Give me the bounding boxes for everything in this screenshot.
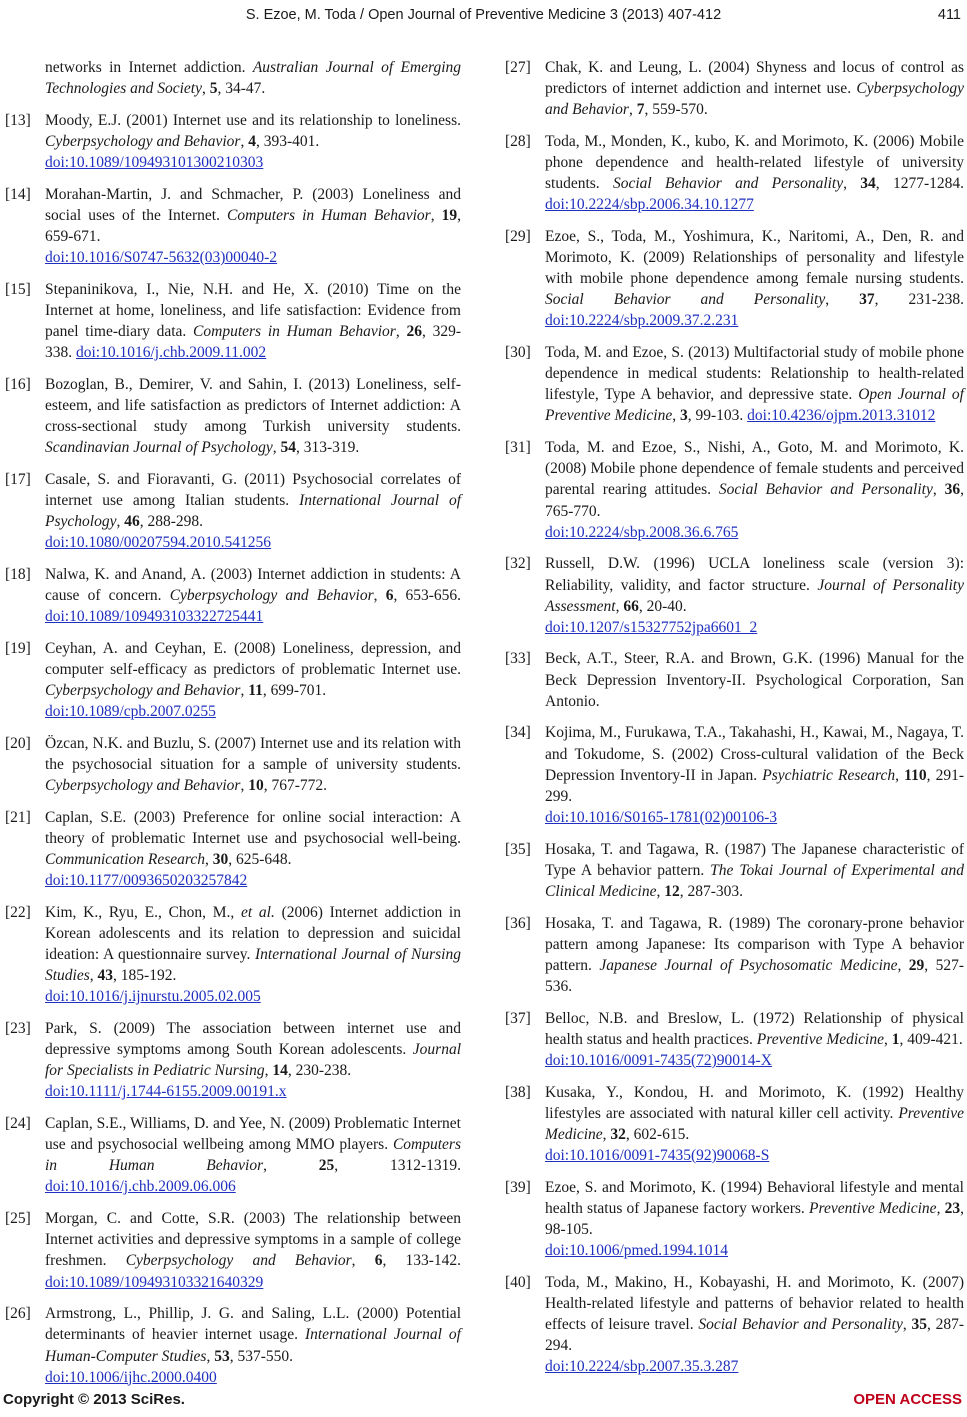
journal-title: Communication Research	[45, 851, 205, 869]
reference-segment: Toda, M., Makino, H., Kobayashi, H. and Morimoto, K. (2007) Health-related lifestyle and patterns of behavior related to health effects of leisure travel.	[545, 1273, 964, 1333]
doi-link[interactable]: doi:10.1111/j.1744-6155.2009.00191.x	[45, 1083, 287, 1101]
reference-text	[45, 807, 461, 891]
reference-entry	[505, 342, 964, 426]
reference-number: [27]	[505, 59, 531, 76]
reference-number: [26]	[5, 1305, 31, 1323]
volume-number: 29	[908, 956, 925, 974]
reference-segment: , 767-772.	[263, 777, 327, 795]
reference-text	[45, 902, 461, 1007]
journal-title: et al.	[241, 903, 275, 921]
journal-title: Preventive Medicine	[756, 1030, 884, 1048]
copyright-notice: Copyright © 2013 SciRes.	[3, 1391, 185, 1408]
journal-title: Open Journal of Preventive Medicine	[545, 386, 964, 425]
reference-segment: ,	[373, 587, 386, 604]
reference-text	[545, 226, 964, 331]
reference-segment: Moody, E.J. (2001) Internet use and its relationship to loneliness.	[45, 111, 461, 129]
reference-segment: Bozoglan, B., Demirer, V. and Sahin, I. (2013) Loneliness, self-esteem, and life satisfaction as predictors of Internet addiction: A cross-sectional study among Turkish university students.	[45, 375, 461, 435]
reference-segment: , 185-192.	[113, 967, 177, 985]
reference-number: [29]	[505, 228, 531, 246]
reference-segment: Kusaka, Y., Kondou, H. and Morimoto, K. (1992) Healthy lifestyles are associated with natural killer cell activity.	[545, 1083, 964, 1122]
volume-number: 66	[623, 597, 639, 615]
reference-number: [22]	[5, 903, 31, 921]
reference-text	[545, 131, 964, 215]
volume-number: 7	[636, 101, 645, 119]
reference-entry	[5, 564, 461, 627]
reference-entry	[505, 131, 964, 215]
reference-segment: , 1312-1319.	[334, 1157, 461, 1175]
volume-number: 23	[944, 1199, 961, 1217]
reference-number: [40]	[505, 1273, 531, 1291]
journal-title: Cyberpsychology and Behavior	[169, 587, 374, 604]
reference-entry	[505, 226, 964, 331]
reference-text	[545, 342, 964, 426]
reference-continuation	[5, 57, 461, 99]
reference-entry	[505, 1008, 964, 1071]
reference-segment: , 602-615.	[625, 1125, 690, 1143]
volume-number: 6	[374, 1252, 383, 1270]
reference-segment: , 287-303.	[679, 882, 744, 900]
reference-text	[45, 57, 461, 99]
reference-text	[45, 564, 461, 627]
volume-number: 32	[610, 1125, 626, 1143]
journal-title: International Journal of Human-Computer Studies	[45, 1326, 461, 1365]
reference-segment: ,	[264, 1062, 273, 1080]
volume-number: 43	[97, 967, 114, 985]
running-title: S. Ezoe, M. Toda / Open Journal of Preventive Medicine 3 (2013) 407-412	[245, 7, 722, 23]
journal-title: Computers in Human Behavior	[227, 206, 431, 224]
reference-segment: ,	[615, 597, 624, 615]
reference-segment: Park, S. (2009) The association between internet use and depressive symptoms among South Korean adolescents.	[45, 1020, 461, 1059]
doi-link[interactable]: doi:10.1089/109493101300210303	[45, 153, 264, 171]
doi-link[interactable]: doi:10.1207/s15327752jpa6601_2	[545, 618, 758, 636]
reference-segment: Ezoe, S. and Morimoto, K. (1994) Behavioral lifestyle and mental health status of Japanese factory workers.	[545, 1178, 964, 1217]
reference-column-right	[505, 57, 964, 1388]
reference-number: [35]	[505, 840, 531, 858]
reference-segment: , 313-319.	[295, 439, 360, 457]
reference-text	[545, 913, 964, 997]
volume-number: 12	[664, 882, 680, 900]
reference-segment: Hosaka, T. and Tagawa, R. (1989) The coronary-prone behavior pattern among Japanese: Its comparison with Type A behavior pattern.	[545, 914, 964, 974]
reference-segment: ,	[430, 206, 442, 224]
volume-number: 35	[911, 1315, 927, 1333]
reference-segment: ,	[902, 1315, 912, 1333]
journal-title: Cyberpsychology and Behavior	[45, 682, 241, 700]
volume-number: 110	[904, 766, 927, 784]
doi-link[interactable]: doi:10.1016/S0747-5632(03)00040-2	[45, 248, 278, 266]
reference-segment: ,	[936, 1199, 945, 1217]
reference-entry	[505, 722, 964, 827]
running-header	[0, 4, 967, 26]
reference-segment: Caplan, S.E. (2003) Preference for online social interaction: A theory of problematic Internet use and psychosocial well-being.	[45, 808, 461, 847]
reference-text	[545, 1177, 964, 1261]
volume-number: 6	[385, 587, 394, 604]
journal-title: Cyberpsychology and Behavior	[545, 80, 964, 119]
doi-link[interactable]: doi:10.1006/ijhc.2000.0400	[45, 1368, 217, 1386]
reference-segment: , 625-648.	[228, 851, 292, 869]
journal-title: Psychiatric Research	[762, 766, 896, 784]
reference-segment: , 231-238.	[874, 291, 964, 309]
volume-number: 46	[124, 513, 140, 531]
reference-entry	[5, 1018, 461, 1102]
reference-text	[45, 184, 461, 268]
reference-number: [36]	[505, 914, 531, 932]
volume-number: 36	[944, 481, 961, 499]
reference-number: [15]	[5, 280, 31, 298]
journal-title: Journal for Specialists in Pediatric Nursing	[45, 1041, 461, 1080]
volume-number: 53	[214, 1347, 230, 1365]
reference-segment: ,	[201, 80, 210, 98]
reference-entry	[505, 648, 964, 711]
reference-entry	[5, 638, 461, 722]
reference-text	[45, 374, 461, 458]
journal-title: Computers in Human Behavior	[45, 1136, 461, 1175]
journal-title: Australian Journal of Emerging Technologies and Society	[45, 59, 461, 98]
reference-number: [39]	[505, 1178, 531, 1196]
reference-segment: ,	[240, 132, 249, 150]
volume-number: 19	[441, 206, 458, 224]
volume-number: 54	[280, 439, 296, 457]
volume-number: 10	[248, 777, 264, 795]
reference-number: [31]	[505, 439, 531, 457]
reference-entry	[505, 437, 964, 542]
reference-number: [19]	[5, 639, 31, 657]
reference-text	[545, 1082, 964, 1166]
reference-segment: ,	[628, 101, 637, 119]
volume-number: 34	[860, 175, 876, 193]
reference-text	[545, 722, 964, 827]
reference-segment: ,	[240, 682, 249, 700]
reference-segment: Armstrong, L., Phillip, J. G. and Saling, L.L. (2000) Potential determinants of heavier internet usage.	[45, 1305, 461, 1344]
reference-segment: , 230-238.	[287, 1062, 352, 1080]
reference-entry	[5, 469, 461, 553]
journal-title: Preventive Medicine	[545, 1104, 964, 1143]
open-access-label: OPEN ACCESS	[853, 1391, 962, 1408]
reference-entry	[5, 733, 461, 796]
reference-entry	[505, 913, 964, 997]
reference-segment: ,	[884, 1030, 892, 1048]
journal-title: Social Behavior and Personality	[545, 291, 826, 309]
reference-segment: Caplan, S.E., Williams, D. and Yee, N. (2009) Problematic Internet use and psychosocial wellbeing among MMO players.	[45, 1115, 461, 1154]
reference-entry	[5, 1113, 461, 1197]
reference-number: [38]	[505, 1083, 531, 1101]
reference-text	[45, 279, 461, 363]
reference-entry	[505, 1272, 964, 1377]
reference-segment: Beck, A.T., Steer, R.A. and Brown, G.K. (1996) Manual for the Beck Depression Inventory-II. Psychological Corporation, San Antonio.	[545, 650, 964, 710]
volume-number: 1	[891, 1030, 900, 1048]
reference-column-left	[5, 57, 461, 1398]
journal-title: Social Behavior and Personality	[718, 481, 933, 499]
reference-segment: Toda, M. and Ezoe, S. (2013) Multifactorial study of mobile phone dependence in medical students: Relationship to health-related lifestyle, Type A behavior, and depressive state.	[545, 344, 964, 404]
doi-link[interactable]: doi:10.1089/109493103322725441	[45, 608, 264, 626]
journal-title: Scandinavian Journal of Psychology	[45, 439, 273, 457]
reference-entry	[5, 1303, 461, 1387]
reference-segment: , 527-536.	[545, 956, 964, 995]
reference-text	[45, 1208, 461, 1292]
volume-number: 11	[248, 682, 263, 700]
reference-entry	[5, 184, 461, 268]
reference-number: [21]	[5, 808, 31, 826]
reference-text	[45, 638, 461, 722]
reference-segment: ,	[932, 481, 945, 499]
reference-segment: networks in Internet addiction.	[45, 59, 253, 76]
reference-number: [13]	[5, 111, 31, 129]
reference-text	[45, 469, 461, 553]
reference-segment: ,	[672, 407, 680, 425]
doi-link[interactable]: doi:10.1177/0093650203257842	[45, 872, 248, 890]
doi-link[interactable]: doi:10.1016/j.ijnurstu.2005.02.005	[45, 988, 261, 1006]
reference-segment: Toda, M. and Ezoe, S., Nishi, A., Goto, M. and Morimoto, K. (2008) Mobile phone dependence of female students and perceived parental rearing attitudes.	[545, 439, 964, 499]
reference-entry	[505, 553, 964, 637]
reference-segment: ,	[395, 322, 407, 340]
reference-segment: , 653-656.	[393, 587, 461, 604]
reference-number: [24]	[5, 1115, 31, 1133]
reference-segment: ,	[897, 956, 909, 974]
reference-segment: Ezoe, S., Toda, M., Yoshimura, K., Naritomi, A., Den, R. and Morimoto, K. (2009) Relationships of personality and lifestyle with mobile phone dependence among female nursing students.	[545, 228, 964, 288]
reference-entry	[5, 1208, 461, 1292]
reference-segment: Morgan, C. and Cotte, S.R. (2003) The relationship between Internet activities and depressive symptoms in a sample of college freshmen.	[45, 1210, 461, 1270]
journal-title: Social Behavior and Personality	[698, 1315, 903, 1333]
journal-title: Cyberpsychology and Behavior	[125, 1252, 352, 1270]
reference-entry	[505, 57, 964, 120]
reference-segment: , 537-550.	[229, 1347, 293, 1365]
doi-link[interactable]: doi:10.1016/S0165-1781(02)00106-3	[545, 808, 778, 826]
reference-text	[45, 1018, 461, 1102]
reference-segment: , 659-671.	[45, 206, 462, 245]
reference-segment: ,	[89, 967, 98, 985]
reference-number: [30]	[505, 344, 531, 362]
reference-number: [17]	[5, 470, 31, 488]
reference-segment: ,	[116, 513, 125, 531]
reference-segment: ,	[263, 1157, 319, 1175]
reference-text	[545, 1008, 964, 1071]
volume-number: 3	[679, 407, 688, 425]
reference-segment: Chak, K. and Leung, L. (2004) Shyness and locus of control as predictors of internet addiction and internet use.	[545, 59, 964, 98]
reference-segment: , 133-142.	[382, 1252, 462, 1270]
doi-link[interactable]: doi:10.2224/sbp.2009.37.2.231	[545, 312, 739, 330]
doi-link[interactable]: doi:10.1016/j.chb.2009.06.006	[45, 1178, 236, 1196]
reference-number: [32]	[505, 555, 531, 573]
reference-segment: Belloc, N.B. and Breslow, L. (1972) Relationship of physical health status and health practices.	[545, 1009, 964, 1048]
doi-link[interactable]: doi:10.2224/sbp.2008.36.6.765	[545, 523, 739, 541]
reference-number: [14]	[5, 185, 31, 203]
reference-number: [34]	[505, 724, 531, 742]
reference-segment: , 288-298.	[139, 513, 203, 531]
reference-number: [20]	[5, 734, 31, 752]
reference-segment: ,	[602, 1125, 611, 1143]
journal-title: The Tokai Journal of Experimental and Clinical Medicine	[545, 861, 964, 900]
journal-title: Cyberpsychology and Behavior	[45, 777, 241, 795]
reference-segment: Kojima, M., Furukawa, T.A., Takahashi, H., Kawai, M., Nagaya, T. and Tokudome, S. (2002) Cross-cultural validation of the Beck Depression Inventory-II in Japan.	[545, 724, 964, 784]
reference-segment: , 699-701.	[262, 682, 327, 700]
reference-entry	[5, 807, 461, 891]
reference-number: [37]	[505, 1009, 531, 1027]
reference-segment: ,	[205, 851, 213, 869]
reference-entry	[5, 110, 461, 173]
reference-segment: Toda, M., Monden, K., kubo, K. and Morimoto, K. (2006) Mobile phone dependence and health-related lifestyle of university students.	[545, 132, 964, 193]
volume-number: 37	[859, 291, 875, 309]
reference-segment: , 559-570.	[644, 101, 708, 119]
journal-title: Journal of Personality Assessment	[545, 576, 964, 615]
reference-text	[545, 437, 964, 542]
reference-segment: ,	[895, 766, 905, 784]
doi-link[interactable]: doi:10.1016/j.chb.2009.11.002	[76, 344, 267, 361]
reference-segment: , 291-299.	[545, 766, 965, 805]
doi-link[interactable]: doi:10.2224/sbp.2006.34.10.1277	[545, 196, 754, 214]
page-number: 411	[937, 7, 961, 23]
journal-title: Preventive Medicine	[809, 1199, 937, 1217]
doi-link[interactable]: doi:10.1006/pmed.1994.1014	[545, 1241, 728, 1259]
doi-link[interactable]: doi:10.1016/0091-7435(72)90014-X	[545, 1051, 772, 1069]
doi-link[interactable]: doi:10.1089/109493103321640329	[45, 1273, 264, 1291]
reference-entry	[5, 279, 461, 363]
reference-segment: ,	[843, 175, 861, 193]
reference-entry	[505, 1082, 964, 1166]
reference-text	[545, 648, 964, 711]
reference-segment: (2006) Internet addiction in Korean adolescents and its relation to depression and suicidal ideation: A questionnaire survey.	[45, 903, 461, 964]
reference-number: [33]	[505, 650, 531, 668]
reference-text	[545, 839, 964, 902]
journal-title: Cyberpsychology and Behavior	[45, 132, 241, 150]
volume-number: 26	[406, 322, 422, 340]
journal-title: Social Behavior and Personality	[612, 175, 844, 193]
reference-number: [28]	[505, 132, 531, 150]
reference-segment: Stepaninikova, I., Nie, N.H. and He, X. (2010) Time on the Internet at home, loneliness, and life satisfaction: Evidence from panel time-diary data.	[45, 280, 461, 340]
reference-entry	[5, 374, 461, 458]
reference-text	[545, 57, 964, 120]
reference-segment: , 409-421.	[899, 1030, 963, 1048]
reference-segment: ,	[656, 882, 665, 900]
volume-number: 5	[209, 80, 218, 98]
reference-segment: ,	[272, 439, 281, 457]
journal-title: International Journal of Psychology	[45, 491, 461, 531]
doi-link[interactable]: doi:10.2224/sbp.2007.35.3.287	[545, 1358, 739, 1376]
reference-segment: , 287-294.	[545, 1315, 964, 1354]
reference-segment: , 99-103.	[687, 407, 748, 425]
reference-entry	[5, 902, 461, 1007]
reference-segment: Ceyhan, A. and Ceyhan, E. (2008) Loneliness, depression, and computer self-efficacy as predictors of problematic Internet use.	[45, 639, 461, 678]
journal-title: International Journal of Nursing Studies	[45, 946, 461, 985]
reference-number: [25]	[5, 1210, 31, 1228]
reference-segment: Morahan-Martin, J. and Schmacher, P. (2003) Loneliness and social uses of the Internet.	[45, 185, 461, 224]
reference-segment: , 20-40.	[638, 597, 687, 615]
reference-segment: ,	[206, 1347, 215, 1365]
reference-entry	[505, 839, 964, 902]
reference-segment: Hosaka, T. and Tagawa, R. (1987) The Japanese characteristic of Type A behavior pattern.	[545, 840, 964, 879]
reference-segment: , 98-105.	[545, 1199, 965, 1238]
doi-link[interactable]: doi:10.4236/ojpm.2013.31012	[747, 407, 936, 425]
reference-segment: ,	[825, 291, 860, 309]
reference-segment: ,	[351, 1252, 375, 1270]
reference-text	[545, 553, 964, 637]
reference-segment: , 765-770.	[545, 481, 965, 520]
reference-text	[45, 110, 461, 173]
journal-title: Japanese Journal of Psychosomatic Medicine	[599, 956, 898, 974]
reference-segment: Nalwa, K. and Anand, A. (2003) Internet addiction in students: A cause of concern.	[45, 565, 461, 604]
reference-segment: , 393-401.	[255, 132, 320, 150]
reference-segment: , 329-338.	[45, 322, 461, 361]
page-footer	[0, 1387, 967, 1417]
reference-number: [23]	[5, 1020, 31, 1038]
reference-text	[545, 1272, 964, 1377]
reference-number: [16]	[5, 375, 31, 393]
volume-number: 25	[318, 1157, 335, 1175]
doi-link[interactable]: doi:10.1089/cpb.2007.0255	[45, 703, 216, 721]
volume-number: 30	[212, 851, 229, 869]
reference-text	[45, 733, 461, 796]
reference-text	[45, 1113, 461, 1197]
reference-segment: Özcan, N.K. and Buzlu, S. (2007) Internet use and its relation with the psychosocial situation for a sample of university students.	[45, 734, 461, 774]
volume-number: 14	[272, 1062, 288, 1080]
doi-link[interactable]: doi:10.1080/00207594.2010.541256	[45, 534, 272, 552]
doi-link[interactable]: doi:10.1016/0091-7435(92)90068-S	[545, 1146, 770, 1164]
volume-number: 4	[248, 132, 256, 150]
reference-number: [18]	[5, 565, 31, 583]
reference-segment: Kim, K., Ryu, E., Chon, M.,	[45, 903, 242, 921]
journal-title: Computers in Human Behavior	[193, 322, 396, 340]
reference-segment: Russell, D.W. (1996) UCLA loneliness scale (version 3): Reliability, validity, and factor structure.	[545, 555, 964, 594]
reference-segment: Casale, S. and Fioravanti, G. (2011) Psychosocial correlates of internet use among Italian students.	[45, 470, 461, 509]
reference-segment: ,	[240, 777, 249, 795]
reference-segment: , 1277-1284.	[875, 175, 964, 193]
reference-entry	[505, 1177, 964, 1261]
reference-segment: , 34-47.	[217, 80, 266, 98]
reference-text	[45, 1303, 461, 1387]
